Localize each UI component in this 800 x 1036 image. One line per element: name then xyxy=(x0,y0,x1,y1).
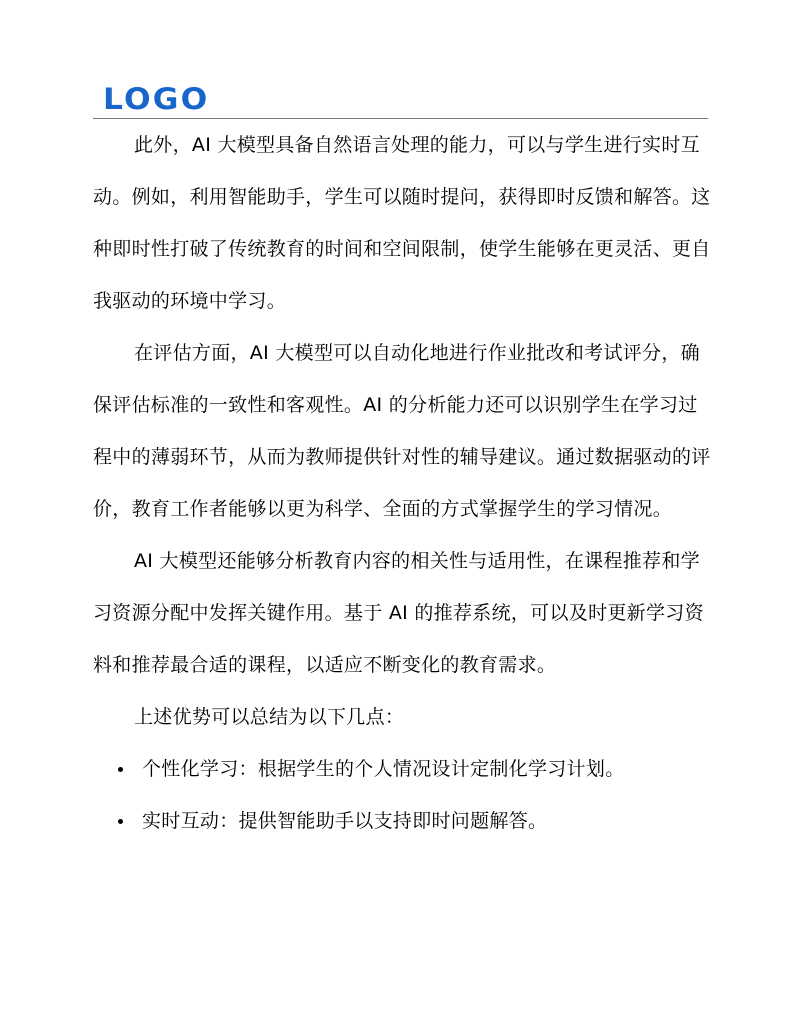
paragraph-recommendation: AI 大模型还能够分析教育内容的相关性与适用性，在课程推荐和学习资源分配中发挥关键作用。基于 AI 的推荐系统，可以及时更新学习资料和推荐最合适的课程，以适应不断变化的教育需求。 xyxy=(93,550,704,676)
paragraph-assessment: 在评估方面，AI 大模型可以自动化地进行作业批改和考试评分，确保评估标准的一致性和客观性。AI 的分析能力还可以识别学生在学习过程中的薄弱环节，从而为教师提供针对性的辅导建议。通过数据驱动的评价，教育工作者能够以更为科学、全面的方式掌握学生的学习情况。 xyxy=(93,342,711,520)
bullet-icon xyxy=(118,819,123,824)
bullet-icon xyxy=(118,767,123,772)
advantages-list xyxy=(93,743,713,847)
list-item-text: 实时互动：提供智能助手以支持即时问题解答。 xyxy=(142,810,548,832)
logo: LOGO xyxy=(103,82,210,116)
paragraph-summary-intro: 上述优势可以总结为以下几点： xyxy=(134,706,405,728)
paragraph-realtime-interaction: 此外，AI 大模型具备自然语言处理的能力，可以与学生进行实时互动。例如，利用智能助手，学生可以随时提问，获得即时反馈和解答。这种即时性打破了传统教育的时间和空间限制，使学生能够在更灵活、更自我驱动的环境中学习。 xyxy=(93,134,711,312)
list-item xyxy=(93,743,713,795)
list-item-text: 个性化学习：根据学生的个人情况设计定制化学习计划。 xyxy=(142,758,625,780)
document-body xyxy=(93,119,713,847)
list-item xyxy=(93,795,713,847)
page-header xyxy=(93,80,708,119)
